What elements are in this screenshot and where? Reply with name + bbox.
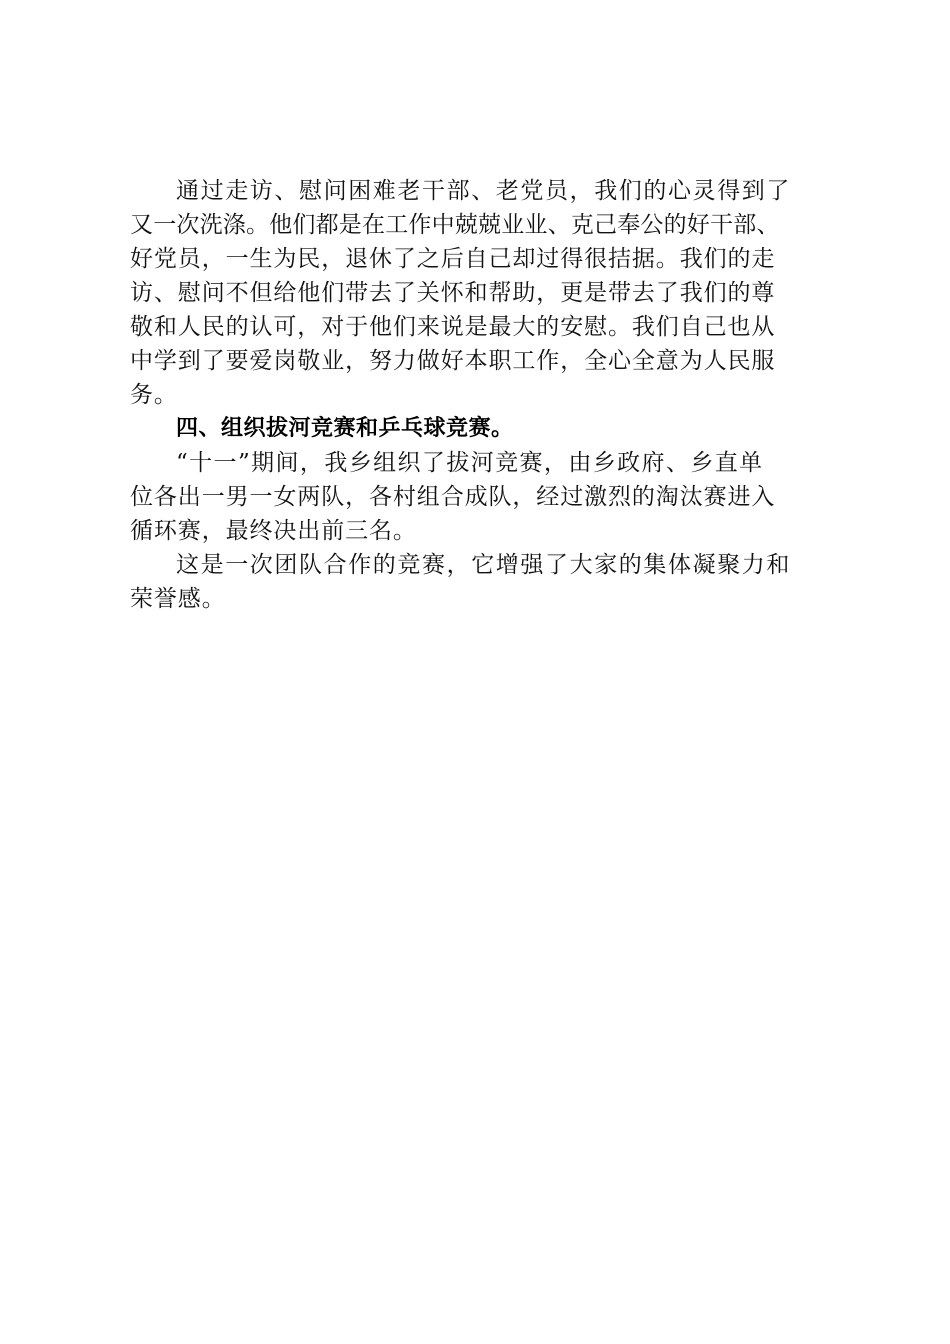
text-line: 务。 (130, 382, 178, 408)
text-line: 访、慰问不但给他们带去了关怀和帮助，更是带去了我们的尊 (130, 280, 776, 306)
text-line: 敬和人民的认可，对于他们来说是最大的安慰。我们自己也从 (130, 314, 776, 340)
paragraph-tug-of-war (130, 446, 830, 548)
text-line: 循环赛，最终决出前三名。 (130, 518, 417, 544)
paragraph-visit-reflection (130, 174, 830, 412)
section-heading-four: 四、组织拔河竞赛和乒乓球竞赛。 (176, 416, 514, 441)
paragraph-teamwork (130, 548, 830, 616)
document-body (130, 174, 830, 616)
text-line: “十一”期间，我乡组织了拔河竞赛，由乡政府、乡直单 (176, 450, 764, 476)
text-line: 又一次洗涤。他们都是在工作中兢兢业业、克己奉公的好干部、 (130, 212, 780, 238)
text-line: 通过走访、慰问困难老干部、老党员，我们的心灵得到了 (176, 178, 791, 204)
text-line: 中学到了要爱岗敬业，努力做好本职工作，全心全意为人民服 (130, 348, 776, 374)
text-line: 好党员，一生为民，退休了之后自己却过得很拮据。我们的走 (130, 246, 776, 272)
text-line: 这是一次团队合作的竞赛，它增强了大家的集体凝聚力和 (176, 552, 791, 578)
text-line: 位各出一男一女两队，各村组合成队，经过激烈的淘汰赛进入 (130, 484, 776, 510)
text-line: 荣誉感。 (130, 586, 226, 612)
